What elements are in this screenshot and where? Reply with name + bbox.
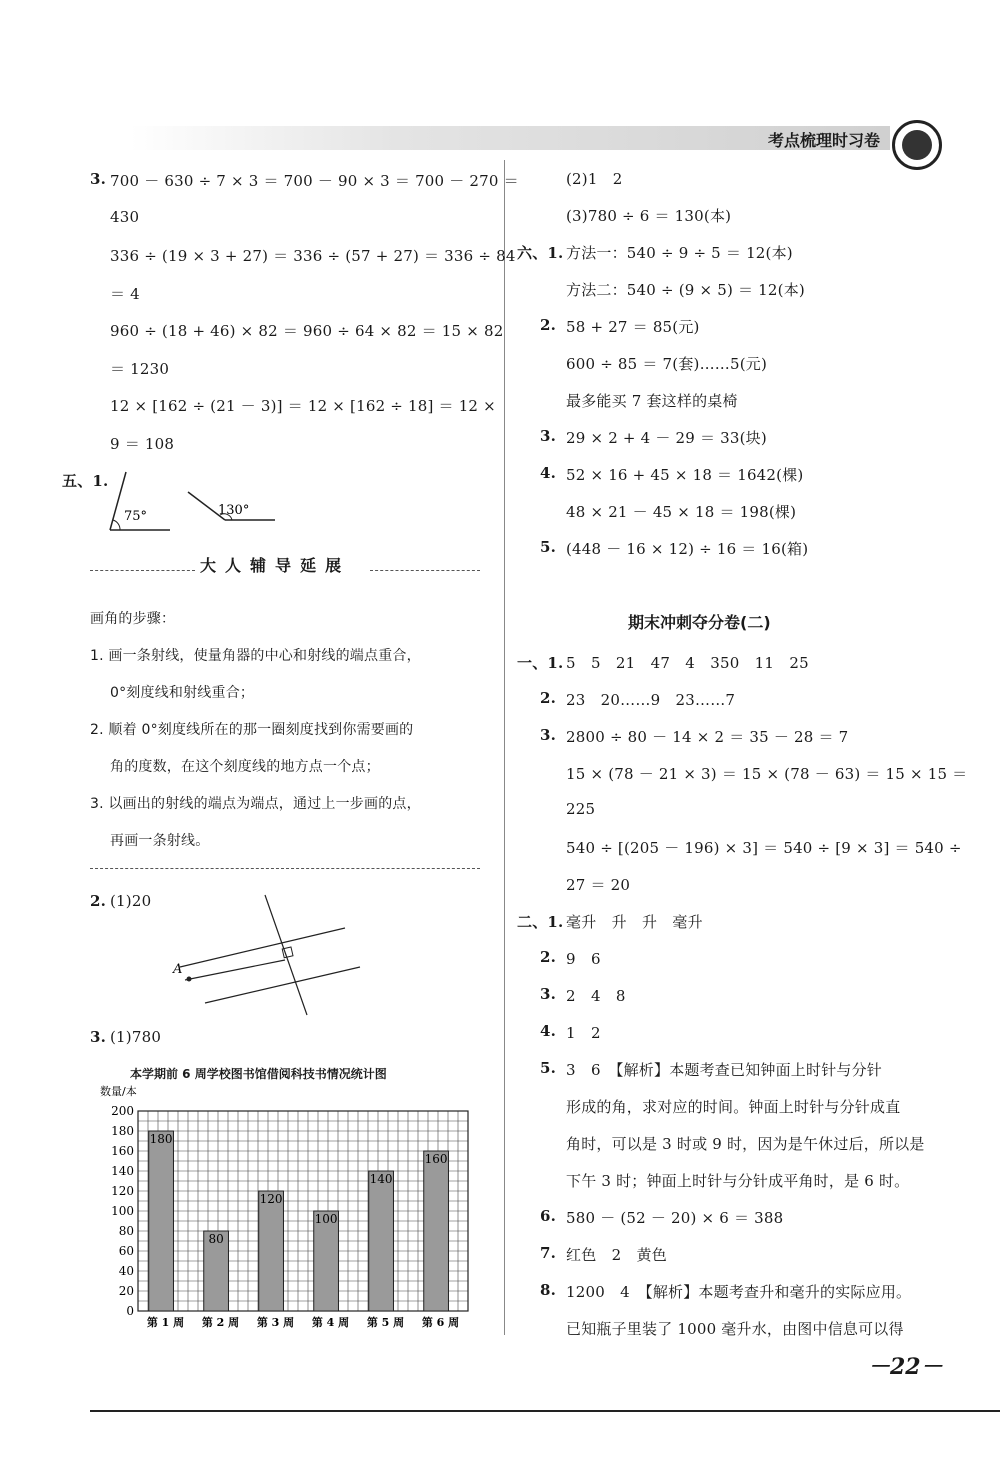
chart-title: 本学期前 6 周学校图书馆借阅科技书情况统计图 xyxy=(130,1067,387,1081)
q3-line: 9 ＝ 108 xyxy=(110,434,175,453)
answer-line: 225 xyxy=(566,800,596,818)
guide-divider-right xyxy=(370,570,480,571)
chart-bar xyxy=(424,1151,449,1311)
answer-line: 29 × 2 + 4 － 29 ＝ 33(块) xyxy=(566,429,767,447)
answer-line: 1200 4 【解析】本题考查升和毫升的实际应用。 xyxy=(566,1283,912,1301)
answer-line: 已知瓶子里装了 1000 毫升水，由图中信息可以得 xyxy=(566,1320,904,1338)
x-category-label: 第 6 周 xyxy=(421,1316,460,1329)
guide-line: 3. 以画出的射线的端点为端点，通过上一步画的点， xyxy=(90,796,421,812)
y-tick-label: 40 xyxy=(118,1264,134,1278)
guide-line: 再画一条射线。 xyxy=(110,833,210,849)
y-tick-label: 60 xyxy=(118,1244,134,1258)
q3-line: 12 × [162 ÷ (21 － 3)] ＝ 12 × [162 ÷ 18] ＝ 12 × xyxy=(110,397,496,415)
guide-title xyxy=(200,553,360,585)
guide-divider-left xyxy=(90,570,195,571)
guide-line: 1. 画一条射线，使量角器的中心和射线的端点重合， xyxy=(90,648,421,664)
chart-bar xyxy=(369,1171,394,1311)
bar-value-label: 80 xyxy=(208,1232,224,1246)
q5-label: 五、1. xyxy=(62,472,109,490)
bar-value-label: 180 xyxy=(149,1132,173,1146)
answer-line: 52 × 16 + 45 × 18 ＝ 1642(棵) xyxy=(566,466,804,484)
answer-label: 3. xyxy=(540,985,557,1003)
guide-line: 画角的步骤： xyxy=(90,611,176,627)
y-tick-label: 80 xyxy=(118,1224,134,1238)
guide-title-char: 大 xyxy=(200,556,217,575)
column-divider xyxy=(504,160,505,1335)
chart-ylabel: 数量/本 xyxy=(100,1085,137,1098)
angle-130-figure xyxy=(188,492,275,520)
answer-line: 5 5 21 47 4 350 11 25 xyxy=(566,654,809,672)
q3-line: 960 ÷ (18 + 46) × 82 ＝ 960 ÷ 64 × 82 ＝ 15 × 82 xyxy=(110,322,504,340)
answer-line: 2 4 8 xyxy=(566,987,626,1005)
answer-label: 4. xyxy=(540,464,557,482)
perpendicular-drawing xyxy=(165,885,365,1025)
answer-line: 580 － (52 － 20) × 6 ＝ 388 xyxy=(566,1209,784,1227)
q3-line: ＝ 4 xyxy=(110,284,140,303)
answer-line: 15 × (78 － 21 × 3) ＝ 15 × (78 － 63) ＝ 15 × 15 ＝ xyxy=(566,765,968,783)
q3b-label: 3. xyxy=(90,1028,107,1046)
angle-130-label: 130° xyxy=(218,503,250,518)
answer-label: 8. xyxy=(540,1281,557,1299)
answer-line: 27 ＝ 20 xyxy=(566,876,631,894)
bar-value-label: 120 xyxy=(259,1192,283,1206)
guide-title-char: 延 xyxy=(300,556,317,575)
answer-label: 2. xyxy=(540,689,557,707)
answer-label: 4. xyxy=(540,1022,557,1040)
q3-line: 336 ÷ (19 × 3 + 27) ＝ 336 ÷ (57 + 27) ＝ 336 ÷ 84 xyxy=(110,247,516,265)
answer-line: 9 6 xyxy=(566,950,601,968)
bar-value-label: 160 xyxy=(424,1152,448,1166)
y-tick-label: 200 xyxy=(111,1104,134,1118)
q3-line: 700 － 630 ÷ 7 × 3 ＝ 700 － 90 × 3 ＝ 700 － 270 ＝ xyxy=(110,172,519,190)
bar-chart xyxy=(100,1083,480,1333)
answer-line: 540 ÷ [(205 － 196) × 3] ＝ 540 ÷ [9 × 3] ＝ 540 ÷ xyxy=(566,839,962,857)
q3-line: 430 xyxy=(110,207,140,226)
guide-line: 0°刻度线和射线重合； xyxy=(110,685,255,701)
answer-line: 红色 2 黄色 xyxy=(566,1246,667,1264)
q3b-answer: (1)780 xyxy=(110,1028,162,1046)
answer-line: 23 20……9 23……7 xyxy=(566,691,736,709)
q3-line: ＝ 1230 xyxy=(110,359,170,378)
answer-line: 方法二：540 ÷ (9 × 5) ＝ 12(本) xyxy=(566,281,805,299)
answer-line: (2)1 2 xyxy=(566,170,623,188)
q2-answer: (1)20 xyxy=(110,892,152,910)
guide-title-char: 导 xyxy=(275,556,292,575)
section-title: 期末冲刺夺分卷(二) xyxy=(628,613,771,632)
y-tick-label: 120 xyxy=(111,1184,134,1198)
guide-line: 2. 顺着 0°刻度线所在的那一圈刻度找到你需要画的 xyxy=(90,722,414,738)
chart-bar xyxy=(314,1211,339,1311)
guide-title-char: 人 xyxy=(225,556,242,575)
answer-label: 6. xyxy=(540,1207,557,1225)
answer-label: 7. xyxy=(540,1244,557,1262)
answer-line: 58 + 27 ＝ 85(元) xyxy=(566,318,700,336)
answer-line: 1 2 xyxy=(566,1024,601,1042)
answer-line: 最多能买 7 套这样的桌椅 xyxy=(566,392,738,410)
answer-label: 3. xyxy=(540,726,557,744)
answer-label: 2. xyxy=(540,316,557,334)
answer-label: 二、1. xyxy=(517,913,564,931)
x-category-label: 第 5 周 xyxy=(366,1316,405,1329)
page-number: －22－ xyxy=(868,1354,943,1380)
y-tick-label: 0 xyxy=(126,1304,134,1318)
chart-bar xyxy=(149,1131,174,1311)
x-category-label: 第 1 周 xyxy=(146,1316,185,1329)
answer-line: 3 6 【解析】本题考查已知钟面上时针与分针 xyxy=(566,1061,882,1079)
answer-line: 2800 ÷ 80 － 14 × 2 ＝ 35 － 28 ＝ 7 xyxy=(566,728,849,746)
guide-end-divider xyxy=(90,868,480,869)
y-tick-label: 140 xyxy=(111,1164,134,1178)
y-tick-label: 180 xyxy=(111,1124,134,1138)
y-tick-label: 20 xyxy=(118,1284,134,1298)
chart-bar xyxy=(259,1191,284,1311)
guide-title-char: 辅 xyxy=(250,556,267,575)
x-category-label: 第 3 周 xyxy=(256,1316,295,1329)
answer-label: 5. xyxy=(540,538,557,556)
answer-label: 一、1. xyxy=(517,654,564,672)
y-tick-label: 160 xyxy=(111,1144,134,1158)
q2-label: 2. xyxy=(90,892,107,910)
guide-line: 角的度数，在这个刻度线的地方点一个点； xyxy=(110,759,380,775)
y-tick-label: 100 xyxy=(111,1204,134,1218)
answer-label: 2. xyxy=(540,948,557,966)
x-category-label: 第 4 周 xyxy=(311,1316,350,1329)
answer-line: 方法一：540 ÷ 9 ÷ 5 ＝ 12(本) xyxy=(566,244,793,262)
bar-value-label: 100 xyxy=(314,1212,338,1226)
answer-line: 毫升 升 升 毫升 xyxy=(566,913,703,931)
bar-value-label: 140 xyxy=(369,1172,393,1186)
answer-line: 下午 3 时；钟面上时针与分针成平角时，是 6 时。 xyxy=(566,1172,910,1190)
answer-line: 600 ÷ 85 ＝ 7(套)……5(元) xyxy=(566,355,768,373)
answer-line: 48 × 21 － 45 × 18 ＝ 198(棵) xyxy=(566,503,797,521)
answer-line: 形成的角，求对应的时间。钟面上时针与分针成直 xyxy=(566,1098,901,1116)
answer-label: 3. xyxy=(540,427,557,445)
answer-line: (3)780 ÷ 6 ＝ 130(本) xyxy=(566,207,732,225)
q3-label: 3. xyxy=(90,170,107,188)
angle-75-label: 75° xyxy=(124,509,148,524)
answer-label: 六、1. xyxy=(517,244,564,262)
header-title: 考点梳理时习卷 xyxy=(767,131,880,150)
answer-label: 5. xyxy=(540,1059,557,1077)
point-a-label: A xyxy=(173,962,183,977)
x-category-label: 第 2 周 xyxy=(201,1316,240,1329)
answer-line: (448 － 16 × 12) ÷ 16 ＝ 16(箱) xyxy=(566,540,809,558)
angle-75-figure xyxy=(110,472,170,530)
guide-title-char: 展 xyxy=(325,556,342,575)
brand-logo-icon xyxy=(892,120,942,170)
answer-line: 角时，可以是 3 时或 9 时，因为是午休过后，所以是 xyxy=(566,1135,925,1153)
footer-line xyxy=(90,1410,1000,1412)
angle-drawings xyxy=(100,470,300,540)
